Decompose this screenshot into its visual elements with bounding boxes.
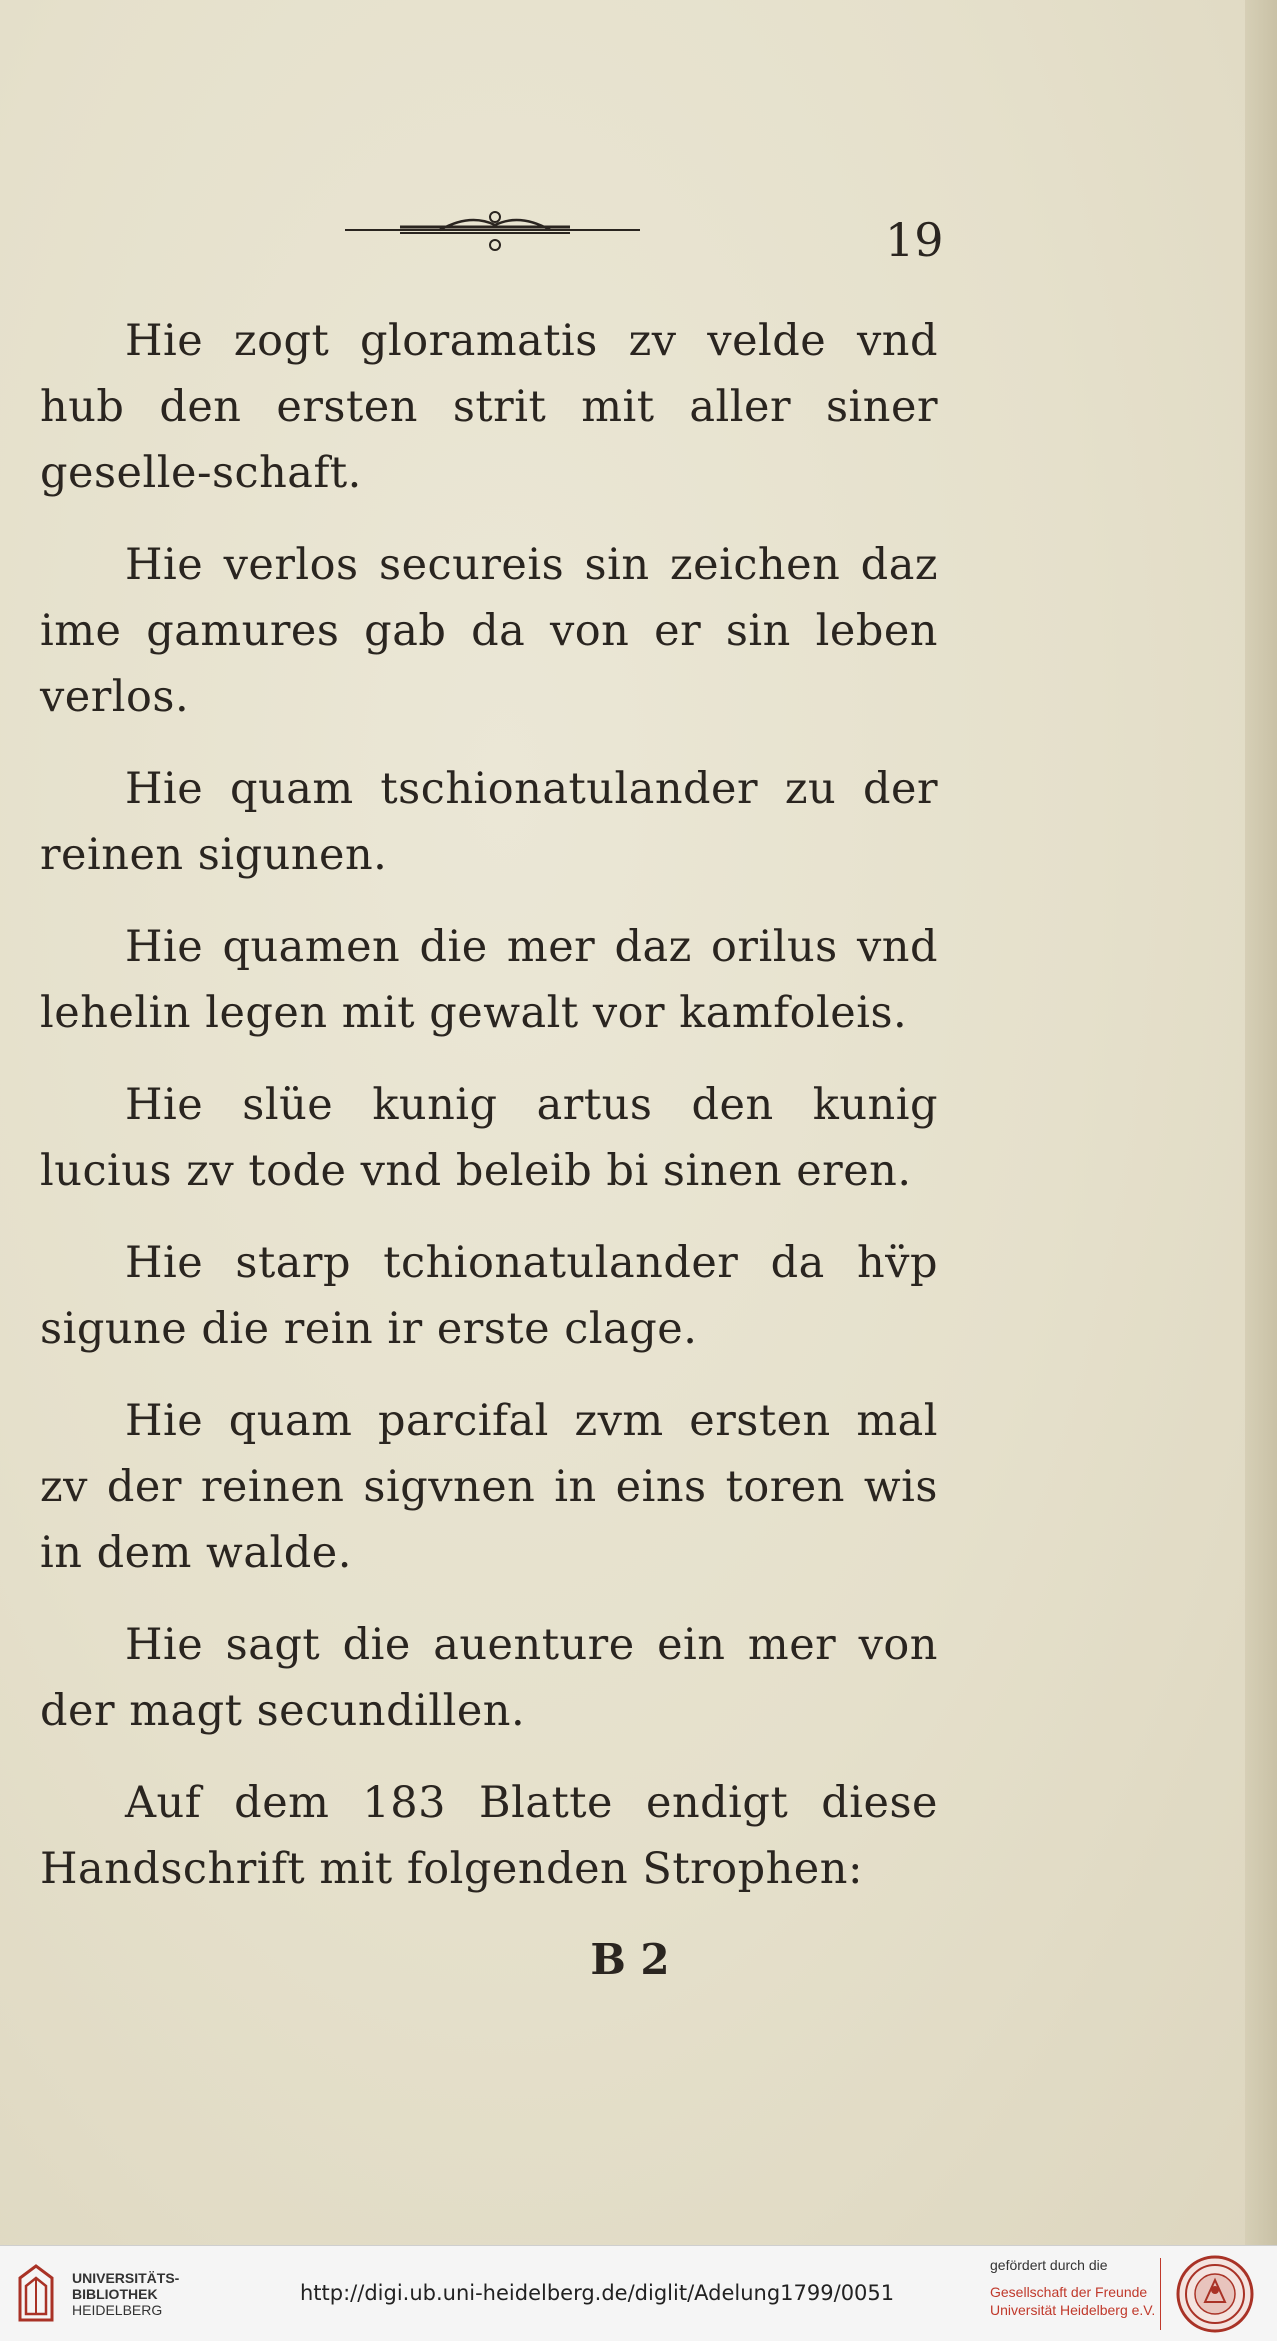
printer-ornament-icon bbox=[340, 205, 650, 265]
page-edge bbox=[1245, 0, 1277, 2245]
library-name-line-1: UNIVERSITÄTS- bbox=[72, 2270, 180, 2286]
library-name bbox=[72, 2270, 179, 2318]
page-header bbox=[0, 205, 1260, 265]
page-number: 19 bbox=[885, 213, 944, 267]
ub-heidelberg-logo-icon[interactable] bbox=[12, 2258, 60, 2328]
signature-mark: B 2 bbox=[590, 1935, 670, 1984]
paragraph-8: Hie sagt die auenture ein mer von der magt secundillen. bbox=[40, 1620, 938, 1736]
page-body bbox=[40, 308, 938, 1928]
paragraph-2: Hie verlos secureis sin zeichen daz ime gamures gab da von er sin leben verlos. bbox=[40, 540, 938, 722]
paragraph-4: Hie quamen die mer daz orilus vnd lehelin legen mit gewalt vor kamfoleis. bbox=[40, 922, 938, 1038]
sponsor-label: gefördert durch die bbox=[990, 2257, 1108, 2273]
sponsor-name-line-2: Universität Heidelberg e.V. bbox=[990, 2302, 1156, 2318]
sponsor-name[interactable] bbox=[990, 2283, 1155, 2319]
sponsor-divider bbox=[1160, 2258, 1161, 2330]
university-seal-icon[interactable] bbox=[1175, 2254, 1255, 2334]
paragraph-3: Hie quam tschionatulander zu der reinen sigunen. bbox=[40, 764, 938, 880]
paragraph-7: Hie quam parcifal zvm ersten mal zv der reinen sigvnen in eins toren wis in dem walde. bbox=[40, 1396, 938, 1578]
paragraph-6: Hie starp tchionatulander da hv̈p sigune die rein ir erste clage. bbox=[40, 1238, 938, 1354]
library-name-line-3: HEIDELBERG bbox=[72, 2302, 163, 2318]
paragraph-9: Auf dem 183 Blatte endigt diese Handschrift mit folgenden Strophen: bbox=[40, 1778, 938, 1894]
footer-bar bbox=[0, 2245, 1277, 2341]
sponsor-name-line-1: Gesellschaft der Freunde bbox=[990, 2284, 1148, 2300]
permalink-url[interactable]: http://digi.ub.uni-heidelberg.de/diglit/Adelung1799/0051 bbox=[300, 2281, 895, 2305]
paragraph-1: Hie zogt gloramatis zv velde vnd hub den ersten strit mit aller siner geselle-schaft. bbox=[40, 316, 938, 498]
library-name-line-2: BIBLIOTHEK bbox=[72, 2286, 158, 2302]
paragraph-5: Hie slüe kunig artus den kunig lucius zv tode vnd beleib bi sinen eren. bbox=[40, 1080, 938, 1196]
